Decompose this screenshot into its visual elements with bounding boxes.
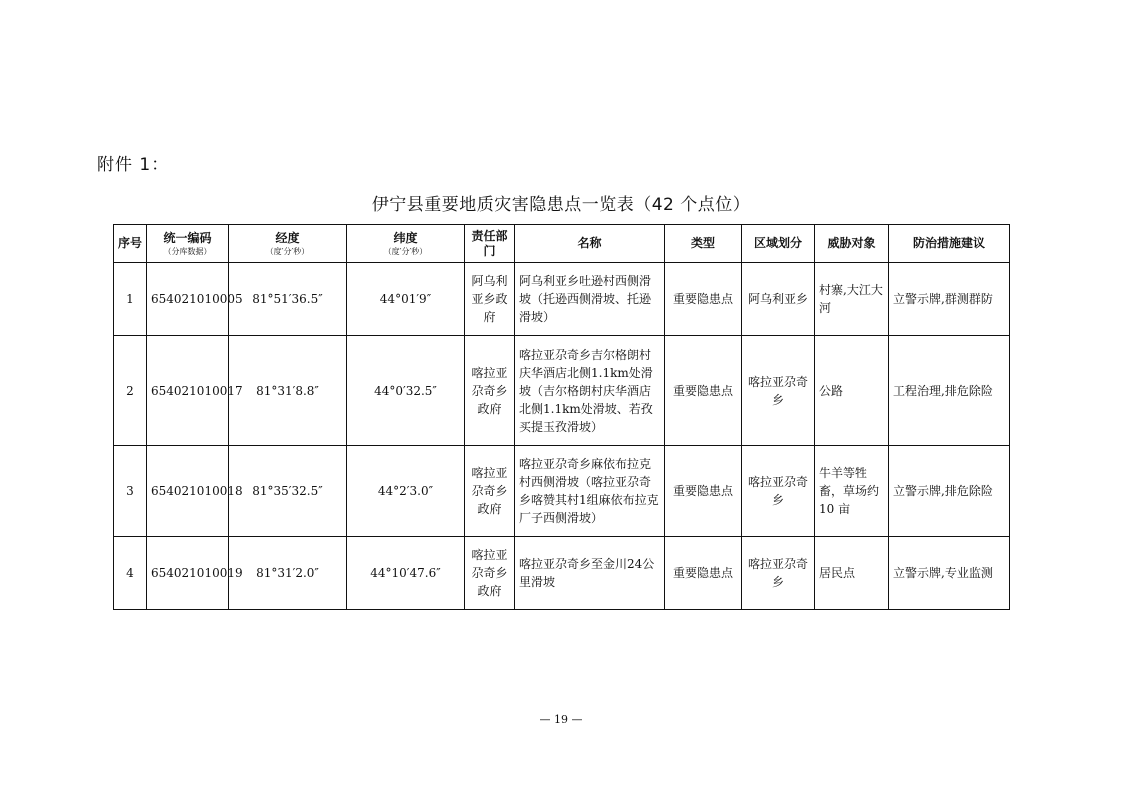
cell-longitude: 81°31′8.8″ [229,336,347,446]
cell-region: 喀拉亚尕奇乡 [742,537,815,610]
cell-longitude: 81°35′32.5″ [229,446,347,537]
document-title: 伊宁县重要地质灾害隐患点一览表（42 个点位） [371,195,751,215]
cell-name: 喀拉亚尕奇乡至金川24公里滑坡 [515,537,665,610]
cell-region: 喀拉亚尕奇乡 [742,336,815,446]
cell-latitude: 44°2′3.0″ [347,446,465,537]
header-latitude-sublabel: （度′分′秒） [383,246,428,256]
header-department-label: 责任部门 [471,228,508,258]
cell-type: 重要隐患点 [665,446,742,537]
header-department [465,225,515,263]
header-no [114,225,147,263]
cell-code: 654021010005 [147,263,229,336]
cell-no: 2 [114,336,147,446]
cell-threat-target: 牛羊等牲畜，草场约 10 亩 [815,446,889,537]
cell-name: 喀拉亚尕奇乡麻依布拉克村西侧滑坡（喀拉亚尕奇乡喀赞其村1组麻依布拉克厂子西侧滑坡） [515,446,665,537]
header-threat-target-label: 威胁对象 [827,236,876,250]
cell-measures: 工程治理,排危除险 [889,336,1010,446]
cell-latitude: 44°10′47.6″ [347,537,465,610]
cell-measures: 立警示牌,群测群防 [889,263,1010,336]
cell-department: 喀拉亚尕奇乡政府 [465,446,515,537]
cell-department: 阿乌利亚乡政府 [465,263,515,336]
cell-longitude: 81°51′36.5″ [229,263,347,336]
cell-type: 重要隐患点 [665,263,742,336]
header-code-label: 统一编码 [163,230,212,245]
header-longitude [229,225,347,263]
header-measures [889,225,1010,263]
header-type [665,225,742,263]
page-number: — 19 — [539,713,583,726]
cell-no: 4 [114,537,147,610]
attachment-label: 附件 1： [97,155,170,175]
header-longitude-label: 经度 [275,230,300,245]
header-region [742,225,815,263]
cell-name: 阿乌利亚乡吐逊村西侧滑坡（托逊西侧滑坡、托逊滑坡） [515,263,665,336]
cell-measures: 立警示牌,排危除险 [889,446,1010,537]
header-name-label: 名称 [577,236,602,250]
table-header-row [114,225,1010,263]
header-latitude [347,225,465,263]
cell-department: 喀拉亚尕奇乡政府 [465,537,515,610]
cell-threat-target: 公路 [815,336,889,446]
cell-measures: 立警示牌,专业监测 [889,537,1010,610]
cell-region: 喀拉亚尕奇乡 [742,446,815,537]
cell-code: 654021010017 [147,336,229,446]
cell-code: 654021010019 [147,537,229,610]
header-measures-label: 防治措施建议 [912,236,985,250]
cell-no: 3 [114,446,147,537]
header-name [515,225,665,263]
header-type-label: 类型 [690,236,715,250]
cell-threat-target: 居民点 [815,537,889,610]
hazard-table [113,224,1010,610]
cell-latitude: 44°0′32.5″ [347,336,465,446]
header-region-label: 区域划分 [753,236,802,250]
header-code-sublabel: （分库数据） [163,246,212,256]
header-no-label: 序号 [118,236,143,250]
header-longitude-sublabel: （度′分′秒） [265,246,310,256]
cell-name: 喀拉亚尕奇乡吉尔格朗村庆华酒店北侧1.1km处滑坡（吉尔格朗村庆华酒店北侧1.1km处滑坡、若孜买提玉孜滑坡） [515,336,665,446]
table-row [114,537,1010,610]
header-latitude-label: 纬度 [393,230,418,245]
cell-latitude: 44°01′9″ [347,263,465,336]
cell-department: 喀拉亚尕奇乡政府 [465,336,515,446]
cell-region: 阿乌利亚乡 [742,263,815,336]
cell-longitude: 81°31′2.0″ [229,537,347,610]
table-row [114,336,1010,446]
cell-threat-target: 村寨,大江大河 [815,263,889,336]
cell-type: 重要隐患点 [665,336,742,446]
table-row [114,446,1010,537]
cell-no: 1 [114,263,147,336]
cell-code: 654021010018 [147,446,229,537]
header-code [147,225,229,263]
table-row [114,263,1010,336]
cell-type: 重要隐患点 [665,537,742,610]
header-threat-target [815,225,889,263]
